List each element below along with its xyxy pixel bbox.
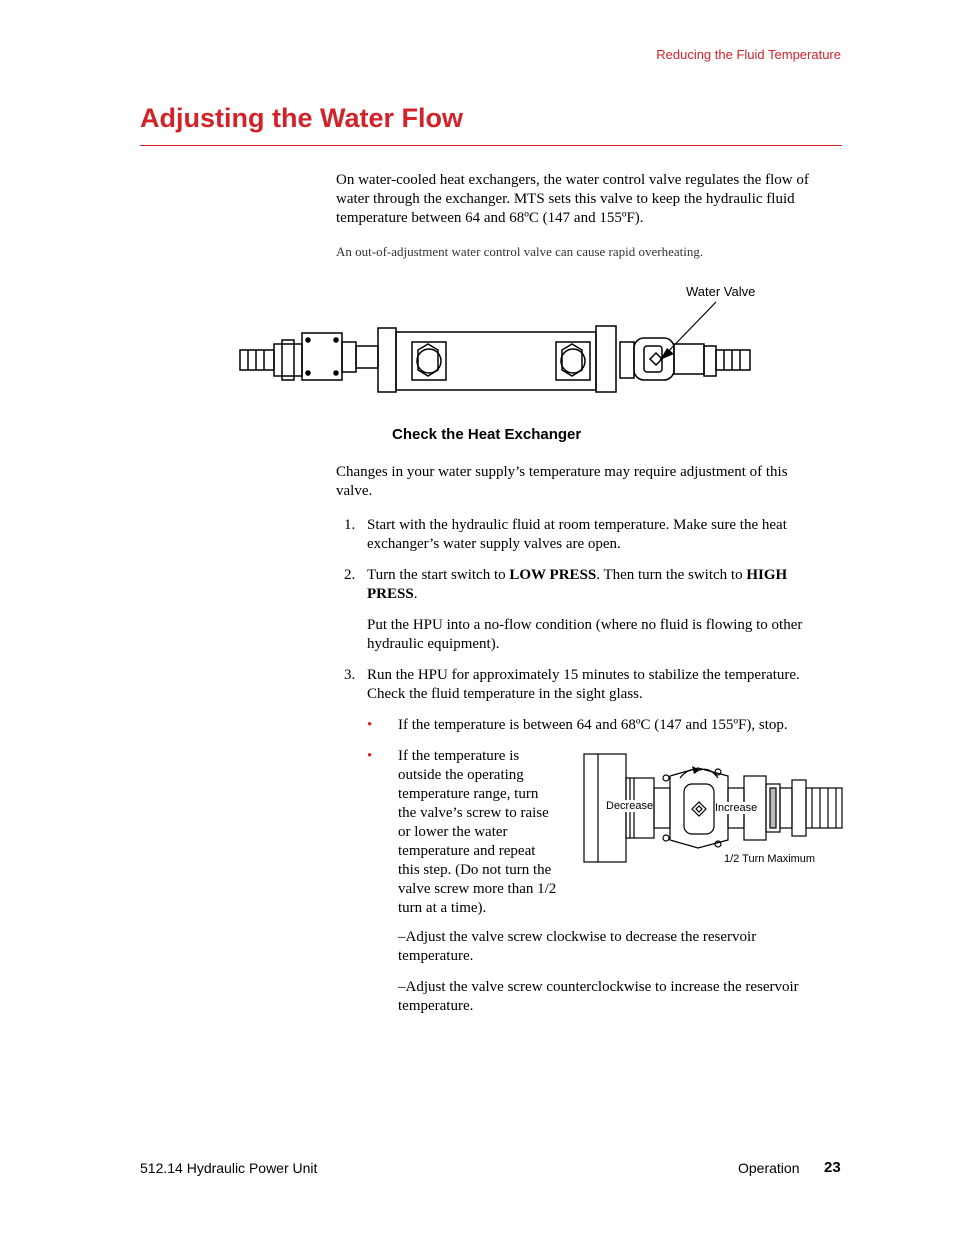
footer-section: Operation xyxy=(738,1160,800,1176)
dash-line: –Adjust the valve screw counterclockwise to increase the reservoir xyxy=(398,979,799,995)
increase-label: Increase xyxy=(715,802,758,814)
bullet-item xyxy=(367,747,577,927)
bullet-text: If the temperature is between 64 and 68ºC (147 and 155ºF), stop. xyxy=(398,717,788,733)
bullet-line: turn at a time). xyxy=(398,900,487,916)
heat-exchanger-figure xyxy=(230,280,790,410)
bullet-line: this step. (Do not turn the xyxy=(398,862,552,878)
left-hose-barb xyxy=(240,340,302,380)
step-line: exchanger’s water supply valves are open. xyxy=(367,536,621,552)
dash-line: –Adjust the valve screw clockwise to decrease the reservoir xyxy=(398,929,757,945)
detail-line: Put the HPU into a no-flow condition (where no fluid is flowing to other xyxy=(367,617,803,633)
intro-line: temperature between 64 and 68ºC (147 and 155ºF). xyxy=(336,210,644,226)
step-text: Turn the start switch to xyxy=(367,567,510,583)
step-line: Check the fluid temperature in the sight glass. xyxy=(367,686,643,702)
step-number: 2. xyxy=(344,567,356,583)
page-number: 23 xyxy=(824,1159,841,1176)
exchanger-body xyxy=(396,332,596,390)
high-press-label: PRESS xyxy=(367,586,414,602)
bullet-line: or lower the water xyxy=(398,824,508,840)
caution-note: An out-of-adjustment water control valve can cause rapid overheating. xyxy=(336,244,704,259)
max-turn-label: 1/2 Turn Maximum xyxy=(724,853,816,865)
changes-line: Changes in your water supply’s temperature may require adjustment of this xyxy=(336,464,788,480)
bullet-line: temperature range, turn xyxy=(398,786,539,802)
bullet-line: If the temperature is xyxy=(398,748,520,764)
step-number: 1. xyxy=(344,517,356,533)
high-press-label: HIGH xyxy=(746,567,788,583)
step-3 xyxy=(344,666,824,706)
step-1 xyxy=(344,516,824,556)
detail-line: hydraulic equipment). xyxy=(367,636,500,652)
changes-paragraph xyxy=(336,463,836,501)
dash-line: temperature. xyxy=(398,998,474,1014)
page-title: Adjusting the Water Flow xyxy=(140,103,463,133)
step-line: Start with the hydraulic fluid at room temperature. Make sure the heat xyxy=(367,517,787,533)
footer-document-title: 512.14 Hydraulic Power Unit xyxy=(140,1160,318,1176)
low-press-label: LOW PRESS xyxy=(509,567,597,583)
step-2-detail xyxy=(367,616,827,654)
adjust-clockwise-item xyxy=(398,928,869,966)
exchanger-end-cap xyxy=(378,328,396,392)
step-text: . xyxy=(413,586,418,602)
running-header: Reducing the Fluid Temperature xyxy=(656,47,841,62)
bullet-mark: • xyxy=(367,748,373,764)
bullet-line: temperature and repeat xyxy=(398,843,536,859)
intro-line: water through the exchanger. MTS sets this valve to keep the hydraulic fluid xyxy=(336,191,795,207)
figure-caption: Check the Heat Exchanger xyxy=(392,426,582,443)
step-line: Run the HPU for approximately 15 minutes to stabilize the temperature. xyxy=(367,667,800,683)
changes-line: valve. xyxy=(336,483,373,499)
bullet-line: valve screw more than 1/2 xyxy=(398,881,557,897)
intro-paragraph xyxy=(336,171,836,228)
step-2 xyxy=(344,566,824,606)
bullet-mark: • xyxy=(367,717,373,733)
right-hose-barb xyxy=(704,346,750,376)
intro-line: On water-cooled heat exchangers, the water control valve regulates the flow of xyxy=(336,172,809,188)
decrease-label: Decrease xyxy=(606,800,654,812)
bullet-line: outside the operating xyxy=(398,767,524,783)
bullet-line: the valve’s screw to raise xyxy=(398,805,549,821)
valve-adjust-figure xyxy=(582,748,844,868)
step-text: . Then turn the switch to xyxy=(596,567,747,583)
step-number: 3. xyxy=(344,667,356,683)
dash-line: temperature. xyxy=(398,948,474,964)
water-valve-label: Water Valve xyxy=(686,284,756,299)
adjust-counterclockwise-item xyxy=(398,978,869,1016)
title-rule xyxy=(140,145,842,146)
exchanger-end-cap-right xyxy=(596,326,616,392)
bullet-item xyxy=(367,716,827,736)
